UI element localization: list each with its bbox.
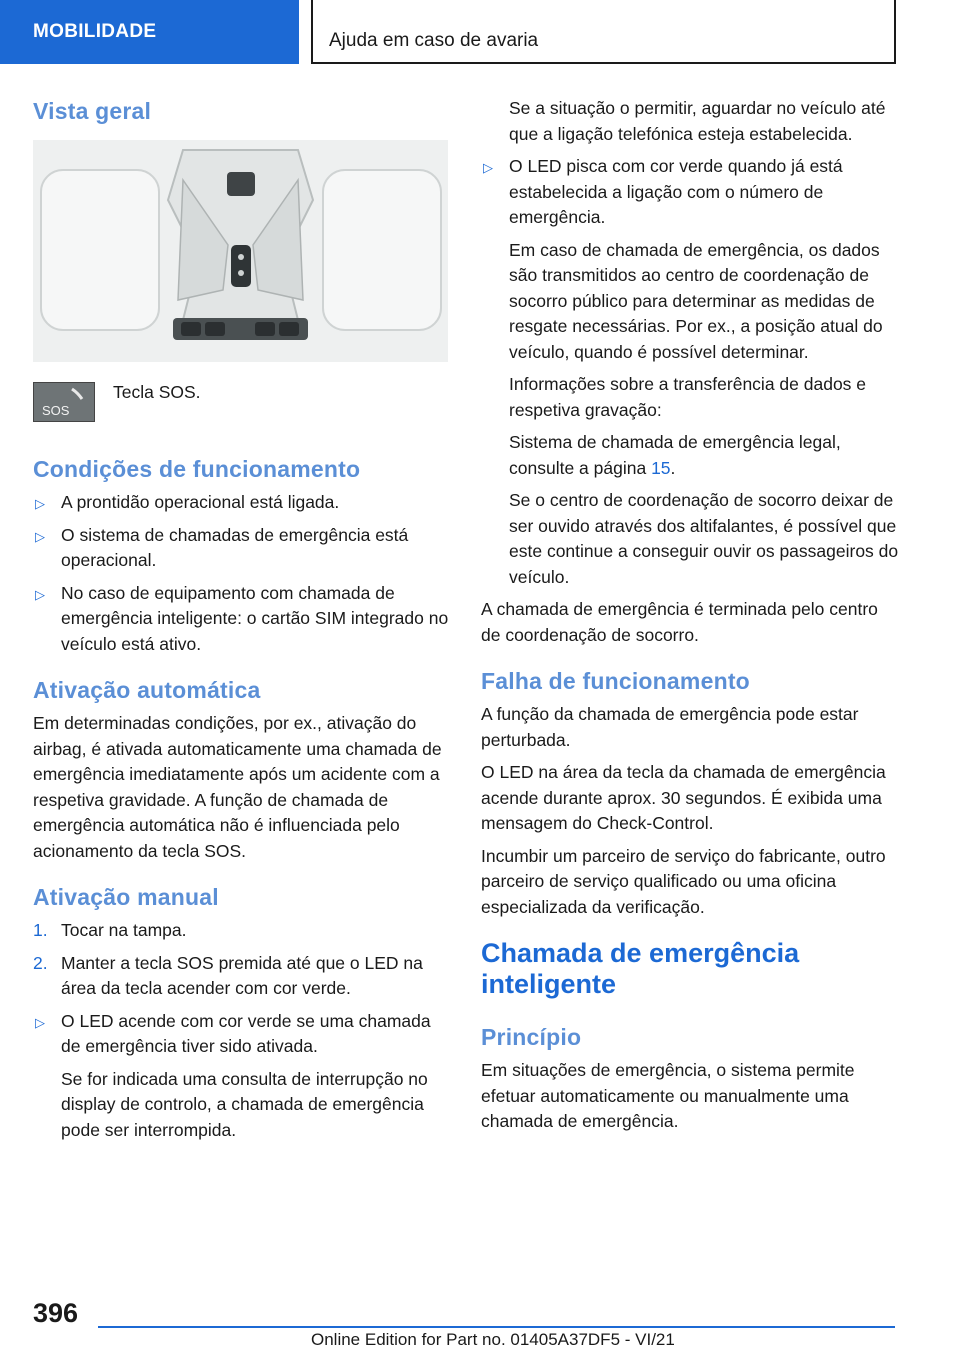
sos-key-row	[33, 382, 449, 428]
step-item: 2. Manter a tecla SOS premida até que o LED na área da tecla acender com cor verde.	[33, 952, 423, 998]
auto-activation-heading: Ativação automática	[33, 677, 261, 703]
overhead-console-illustration	[33, 140, 448, 362]
step-item: 1. Tocar na tampa.	[33, 920, 187, 940]
footer-divider	[98, 1326, 895, 1328]
overview-heading: Vista geral	[33, 98, 152, 124]
data-transfer-note: Em caso de chamada de emergência, os dados são transmitidos ao centro de coordenação de socorro público para determinar as medidas de resgate necessárias. Por ex., a posição atual do veículo, quando é possível determinar.	[509, 239, 883, 362]
list-item: ▷ O LED pisca com cor verde quando já está estabelecida a ligação com o número de emergência.	[483, 156, 843, 227]
roof-console-image	[33, 140, 448, 362]
list-item: ▷ O sistema de chamadas de emergência está operacional.	[35, 524, 409, 570]
right-column	[481, 96, 899, 1142]
sos-key-icon	[33, 382, 95, 422]
principle-text: Em situações de emergência, o sistema permite efetuar automaticamente ou manualmente uma chamada de emergência.	[481, 1060, 855, 1131]
smart-emergency-heading: Chamada de emergência inteligente	[481, 938, 800, 999]
wait-note: Se a situação o permitir, aguardar no veículo até que a ligação telefónica esteja estabelecida.	[509, 98, 886, 144]
interrupt-note: Se for indicada uma consulta de interrupção no display de controlo, a chamada de emergência pode ser interrompida.	[61, 1068, 428, 1140]
left-column	[33, 96, 449, 1150]
malfunction-text-2: O LED na área da tecla da chamada de emergência acende durante aprox. 30 segundos. É exibida uma mensagem do Check-Control.	[481, 762, 886, 833]
malfunction-text-1: A função da chamada de emergência pode estar perturbada.	[481, 704, 859, 750]
info-note: Informações sobre a transferência de dados e respetiva gravação:	[509, 374, 867, 420]
sos-caption: Tecla SOS.	[113, 382, 201, 402]
chapter-title: Ajuda em caso de avaria	[311, 0, 896, 64]
sos-icon-text: SOS	[42, 403, 70, 418]
legal-note: Sistema de chamada de emergência legal, consulte a página 15.	[509, 432, 841, 478]
principle-heading: Princípio	[481, 1024, 582, 1050]
page-number: 396	[33, 1298, 79, 1328]
conditions-heading: Condições de funcionamento	[33, 456, 361, 482]
end-call-text: A chamada de emergência é terminada pelo centro de coordenação de socorro.	[481, 599, 878, 645]
speakers-note: Se o centro de coordenação de socorro deixar de ser ouvido através dos altifalantes, é possível que este continue a conseguir ouvir os passageiros do veículo.	[509, 490, 899, 587]
list-item: ▷ No caso de equipamento com chamada de emergência inteligente: o cartão SIM integrado no veículo está ativo.	[35, 582, 449, 654]
list-item: ▷ A prontidão operacional está ligada.	[35, 492, 340, 512]
edition-text: Online Edition for Part no. 01405A37DF5 - VI/21	[311, 1330, 675, 1349]
auto-activation-text: Em determinadas condições, por ex., ativação do airbag, é ativada automaticamente uma chamada de emergência imediatamente após um acidente com a respetiva gravidade. A função de chamada de emergência automática não é influenciada pelo acionamento da tecla SOS.	[33, 713, 442, 861]
list-item: ▷ O LED acende com cor verde se uma chamada de emergência tiver sido ativada.	[35, 1010, 431, 1056]
malfunction-heading: Falha de funcionamento	[481, 668, 750, 694]
section-tab: MOBILIDADE	[0, 0, 299, 64]
malfunction-text-3: Incumbir um parceiro de serviço do fabricante, outro parceiro de serviço qualificado ou uma oficina especializada da verificação.	[481, 845, 886, 917]
manual-activation-heading: Ativação manual	[33, 884, 219, 910]
page-link[interactable]: 15	[651, 457, 671, 478]
